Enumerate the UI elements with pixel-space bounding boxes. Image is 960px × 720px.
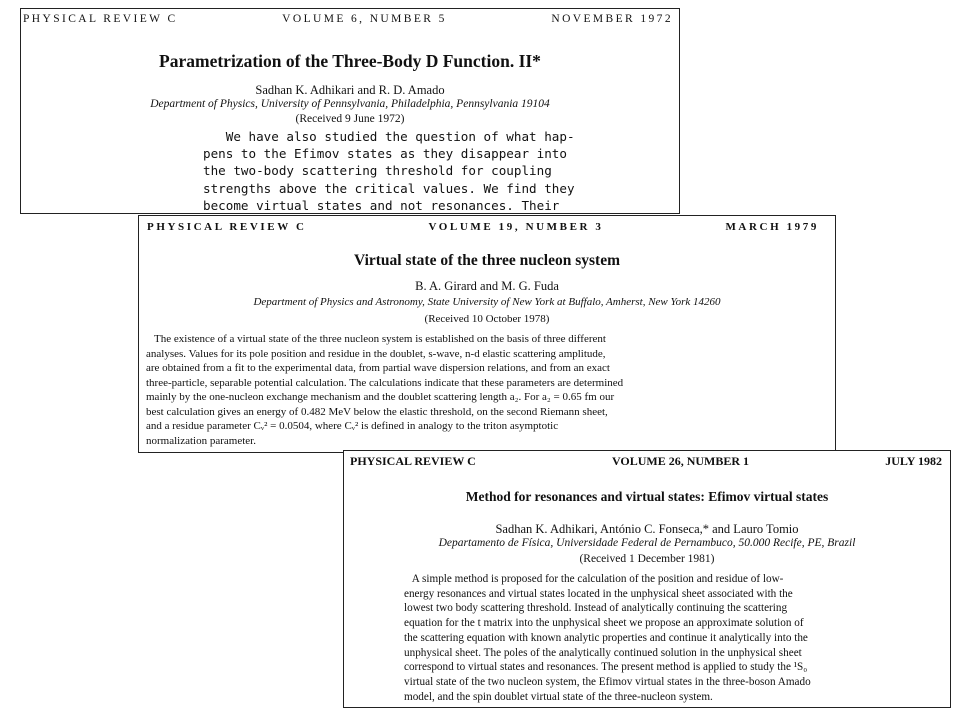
journal-name: PHYSICAL REVIEW C bbox=[23, 13, 178, 25]
paper-title: Parametrization of the Three-Body D Function. II* bbox=[159, 51, 541, 71]
abstract-line: and a residue parameter Cᵥ² = 0.0504, where Cᵥ² is defined in analogy to the triton asymptotic bbox=[146, 420, 559, 432]
paper-affiliation: Department of Physics, University of Pennsylvania, Philadelphia, Pennsylvania 19104 bbox=[150, 98, 550, 110]
volume-number: VOLUME 26, NUMBER 1 bbox=[611, 454, 750, 468]
abstract-line: mainly by the one-nucleon exchange mechanism and the doublet scattering length a₂. For a₂ = 0.65 fm our bbox=[146, 391, 615, 403]
abstract-line: are obtained from a fit to the experimental data, from partial wave dispersion relations, and from an exact bbox=[146, 362, 610, 374]
abstract bbox=[404, 572, 811, 704]
journal-header bbox=[344, 451, 950, 469]
abstract-line: best calculation gives an energy of 0.482 MeV below the elastic threshold, on the second Riemann sheet, bbox=[146, 405, 608, 418]
journal-header bbox=[139, 216, 835, 233]
paper-authors: Sadhan K. Adhikari, António C. Fonseca,* and Lauro Tomio bbox=[495, 522, 799, 536]
paper-authors: Sadhan K. Adhikari and R. D. Amado bbox=[255, 83, 445, 97]
issue-date: MARCH 1979 bbox=[725, 221, 819, 233]
paper-clipping-1972 bbox=[20, 8, 680, 214]
abstract-line: energy resonances and virtual states located in the unphysical sheet associated with the bbox=[404, 587, 793, 600]
paper-clipping-1979 bbox=[138, 215, 836, 453]
journal-name: PHYSICAL REVIEW C bbox=[350, 454, 476, 468]
abstract-line: analyses. Values for its pole position and residue in the doublet, s-wave, n-d elastic scattering amplitude, bbox=[146, 347, 606, 360]
paper-clipping-1982 bbox=[343, 450, 951, 708]
paper-affiliation: Department of Physics and Astronomy, State University of New York at Buffalo, Amherst, New York 14260 bbox=[253, 296, 721, 308]
abstract-line: unphysical sheet. The poles of the analytically continued solution in the unphysical sheet bbox=[404, 646, 802, 659]
abstract-line: equation for the t matrix into the unphysical sheet we propose an approximate solution of bbox=[404, 617, 804, 630]
issue-date: NOVEMBER 1972 bbox=[551, 13, 673, 25]
abstract bbox=[146, 332, 623, 448]
abstract-line: strengths above the critical values. We find they bbox=[203, 180, 575, 196]
journal-header bbox=[21, 9, 679, 25]
abstract-line: the scattering equation with known analytic properties and continue it analytically into the bbox=[404, 631, 808, 644]
abstract-line: A simple method is proposed for the calculation of the position and residue of low- bbox=[404, 573, 784, 585]
paper-authors: B. A. Girard and M. G. Fuda bbox=[415, 279, 559, 293]
volume-number: VOLUME 6, NUMBER 5 bbox=[282, 13, 447, 25]
volume-number: VOLUME 19, NUMBER 3 bbox=[428, 221, 604, 233]
abstract-line: three-particle, separable potential calculation. The calculations indicate that these parameters are determined bbox=[146, 376, 624, 389]
issue-date: JULY 1982 bbox=[885, 454, 942, 468]
journal-name: PHYSICAL REVIEW C bbox=[147, 221, 307, 233]
abstract-line: model, and the spin doublet virtual state of the three-nucleon system. bbox=[404, 690, 713, 703]
abstract-line: normalization parameter. bbox=[146, 434, 256, 447]
abstract-line: virtual state of the two nucleon system, the Efimov virtual states in the three-boson Amado bbox=[404, 675, 811, 688]
paper-title: Virtual state of the three nucleon system bbox=[353, 252, 621, 269]
paper-title: Method for resonances and virtual states: Efimov virtual states bbox=[465, 489, 829, 504]
received-date: (Received 9 June 1972) bbox=[295, 113, 405, 125]
abstract-line: become virtual states and not resonances. Their bbox=[203, 197, 560, 213]
abstract-line: We have also studied the question of what hap- bbox=[203, 129, 575, 144]
abstract-line: The existence of a virtual state of the three nucleon system is established on the basis of three different bbox=[146, 333, 606, 345]
paper-affiliation: Departamento de Física, Universidade Federal de Pernambuco, 50.000 Recife, PE, Brazil bbox=[438, 537, 856, 549]
abstract-line: lowest two body scattering threshold. Instead of analytically continuing the scattering bbox=[404, 602, 788, 615]
received-date: (Received 10 October 1978) bbox=[424, 313, 550, 325]
abstract bbox=[203, 128, 575, 214]
abstract-line: correspond to virtual states and resonances. The present method is applied to study the ¹S₀ bbox=[404, 661, 808, 674]
abstract-line: pens to the Efimov states as they disappear into bbox=[203, 146, 567, 162]
abstract-line: the two-body scattering threshold for coupling bbox=[203, 163, 552, 179]
received-date: (Received 1 December 1981) bbox=[579, 553, 715, 565]
